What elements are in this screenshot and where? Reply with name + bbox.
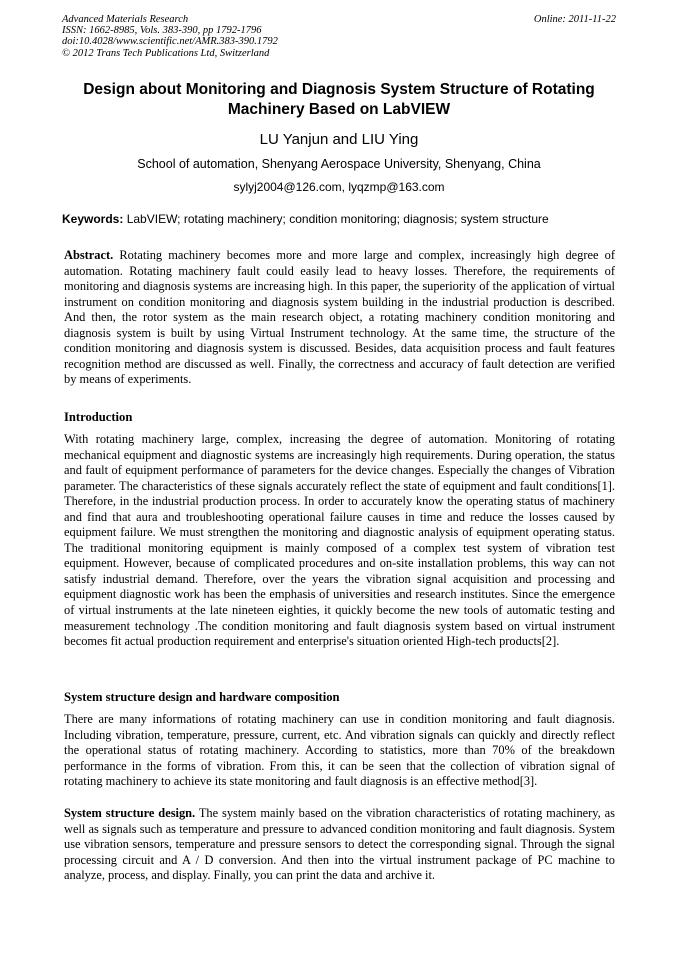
system-structure-design-label: System structure design. [64, 806, 196, 820]
abstract-label: Abstract. [64, 248, 114, 262]
system-structure-heading: System structure design and hardware composition [64, 690, 340, 704]
issn-line: ISSN: 1662-8985, Vols. 383-390, pp 1792-1796 [62, 25, 262, 37]
keywords [62, 211, 616, 227]
author-emails: sylyj2004@126.com, lyqzmp@163.com [233, 180, 445, 194]
keywords-text: LabVIEW; rotating machinery; condition monitoring; diagnosis; system structure [126, 212, 549, 226]
keywords-label: Keywords: [62, 212, 124, 226]
system-structure-design-text: The system mainly based on the vibration characteristics of rotating machinery, as well as signals such as temperature and pressure to advanced condition monitoring and fault diagnosis. System use vibration sensors, temperature and pressure sensors to detect the corresponding signal. Through the signal processing circuit and A / D conversion. And then into the virtual instrument package of PC machine to analyze, process, and display. Finally, you can print the data and archive it. [64, 806, 615, 883]
system-structure-paragraph-1: There are many informations of rotating machinery can use in condition monitoring and fault diagnosis. Including vibration, temperature, pressure, current, etc. And vibration signals can quickly and directly reflect the operational status of rotating machinery. According to statistics, more than 70% of the breakdown performance in the forms of vibration. From this, it can be seen that the collection of vibration signal of rotating machinery to achieve its state monitoring and fault diagnosis is an effective method[3]. [64, 712, 615, 789]
online-date: Online: 2011-11-22 [533, 14, 616, 25]
doi-line: doi:10.4028/www.scientific.net/AMR.383-390.1792 [62, 36, 278, 48]
abstract-text: Rotating machinery becomes more and more large and complex, increasingly high degree of automation. Rotating machinery fault could easily lead to heavy losses. Therefore, the requirements of monitoring and diagnosis systems are increasing high. In this paper, the superiority of the application of virtual instrument on condition monitoring and diagnosis system building in the industrial production is described. And then, the rotor system as the main research object, a rotating machinery condition monitoring and diagnosis system is built by using Virtual Instrument technology. At the same time, the structure of the condition monitoring and diagnosis system is discussed. Besides, data acquisition process and fault features recognition method are discussed as well. Finally, the correctness and accuracy of fault detection are verified by means of experiments. [64, 248, 615, 387]
introduction-text: With rotating machinery large, complex, increasing the degree of automation. Monitoring of rotating mechanical equipment and diagnostic systems are increasingly high requirements. During operation, the status and fault of equipment performance of parameters for the device changes. Especially the changes of Vibration parameter. The characteristics of these signals accurately reflect the state of equipment and fault conditions[1]. Therefore, in the industrial production process. In order to accurately know the operating status of machinery and find that aura and troubleshooting operational failure causes in time and reduce the losses caused by equipment failure. We must strengthen the monitoring and diagnostic analysis of equipment operating status. The traditional monitoring equipment is mainly composed of a complex test system of vibration test equipment. However, because of complicated procedures and on-site installation problems, this way can not satisfy industrial demand. Therefore, over the years the vibration signal acquisition and processing and equipment diagnostic work has been the emphasis of universities and research institutes. Since the emergence of virtual instruments at the late nineteen eighties, it quickly become the new tools of automatic testing and measurement technology .The condition monitoring and fault diagnosis system based on virtual instrument becomes fit actual production requirement and enterprise's situation oriented High-tech products[2]. [64, 432, 615, 649]
journal-name: Advanced Materials Research [62, 14, 189, 25]
copyright-line: © 2012 Trans Tech Publications Ltd, Switzerland [62, 47, 270, 59]
introduction-heading: Introduction [64, 410, 133, 424]
paper-title: Design about Monitoring and Diagnosis System Structure of Rotating Machinery Based on LabVIEW [83, 81, 595, 118]
system-structure-paragraph-2 [64, 806, 615, 884]
affiliation: School of automation, Shenyang Aerospace University, Shenyang, China [137, 157, 541, 171]
publication-header [62, 14, 616, 59]
authors: LU Yanjun and LIU Ying [259, 131, 419, 148]
abstract [64, 248, 615, 388]
